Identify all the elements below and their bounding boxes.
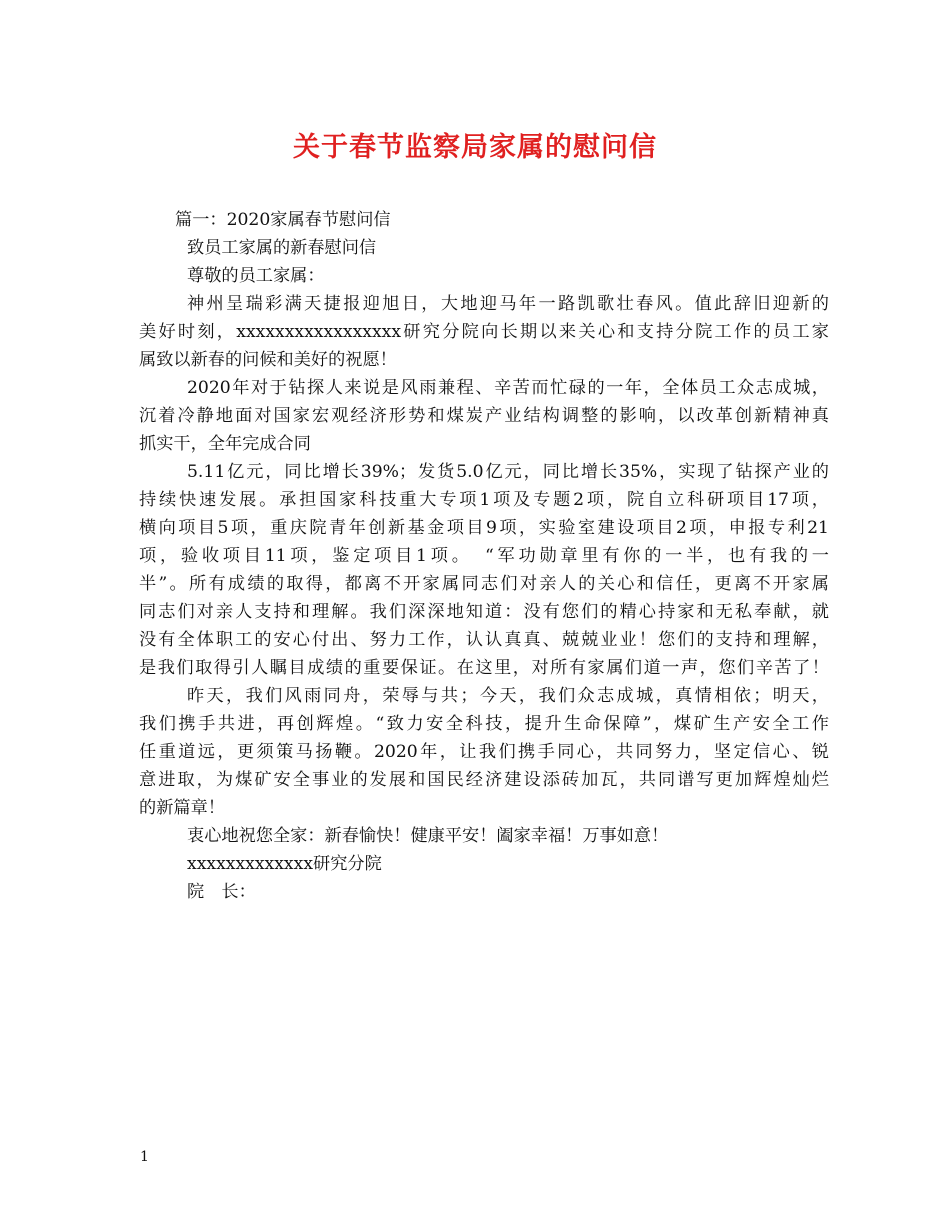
- paragraph-2-line-2: 沉着冷静地面对国家宏观经济形势和煤炭产业结构调整的影响，以改革创新精神真: [139, 406, 829, 426]
- paragraph-3-line-1: 5.11亿元，同比增长39%；发货5.0亿元，同比增长35%，实现了钻探产业的: [187, 462, 829, 482]
- salutation: 尊敬的员工家属：: [187, 266, 325, 286]
- paragraph-4-line-4: 意进取，为煤矿安全事业的发展和国民经济建设添砖加瓦，共同谱写更加辉煌灿烂: [139, 770, 829, 790]
- paragraph-1-line-2: 美好时刻，xxxxxxxxxxxxxxxxx研究分院向长期以来关心和支持分院工作的员工家: [139, 322, 829, 342]
- paragraph-3-line-6: 同志们对亲人支持和理解。我们深深地知道：没有您们的精心持家和无私奉献，就: [139, 602, 829, 622]
- closing-wishes: 衷心地祝您全家：新春愉快！健康平安！阖家幸福！万事如意！: [187, 826, 669, 846]
- page-number: 1: [140, 1149, 149, 1165]
- section-heading: 篇一：2020家属春节慰问信: [175, 210, 391, 230]
- paragraph-4-line-5: 的新篇章！: [139, 798, 225, 818]
- paragraph-3-line-7: 没有全体职工的安心付出、努力工作，认认真真、兢兢业业！您们的支持和理解，: [139, 630, 829, 650]
- paragraph-4-line-3: 任重道远，更须策马扬鞭。2020年，让我们携手同心，共同努力，坚定信心、锐: [139, 742, 829, 762]
- paragraph-1-line-3: 属致以新春的问候和美好的祝愿！: [139, 350, 397, 370]
- letter-title: 致员工家属的新春慰问信: [187, 238, 377, 258]
- paragraph-3-line-3: 横向项目5项，重庆院青年创新基金项目9项，实验室建设项目2项，申报专利21: [139, 518, 829, 538]
- paragraph-3-line-2: 持续快速发展。承担国家科技重大专项1项及专题2项，院自立科研项目17项，: [139, 490, 829, 510]
- paragraph-2-line-3: 抓实干，全年完成合同: [139, 434, 311, 454]
- signature-president: 院 长：: [187, 882, 256, 902]
- paragraph-3-line-8: 是我们取得引人瞩目成绩的重要保证。在这里，对所有家属们道一声，您们辛苦了！: [139, 658, 829, 678]
- paragraph-1-line-1: 神州呈瑞彩满天捷报迎旭日，大地迎马年一路凯歌壮春风。值此辞旧迎新的: [187, 294, 829, 314]
- paragraph-2-line-1: 2020年对于钻探人来说是风雨兼程、辛苦而忙碌的一年，全体员工众志成城，: [187, 378, 829, 398]
- document-body: [139, 206, 829, 906]
- paragraph-3-line-5: 半”。所有成绩的取得，都离不开家属同志们对亲人的关心和信任，更离不开家属: [139, 574, 829, 594]
- paragraph-4-line-2: 我们携手共进，再创辉煌。“致力安全科技，提升生命保障”，煤矿生产安全工作: [139, 714, 829, 734]
- paragraph-3-line-4: 项，验收项目11项，鉴定项目1项。 “军功勋章里有你的一半，也有我的一: [139, 546, 829, 566]
- paragraph-4-line-1: 昨天，我们风雨同舟，荣辱与共；今天，我们众志成城，真情相依；明天，: [187, 686, 829, 706]
- document-title: 关于春节监察局家属的慰问信: [293, 132, 657, 163]
- signature-organization: xxxxxxxxxxxxx研究分院: [187, 854, 382, 874]
